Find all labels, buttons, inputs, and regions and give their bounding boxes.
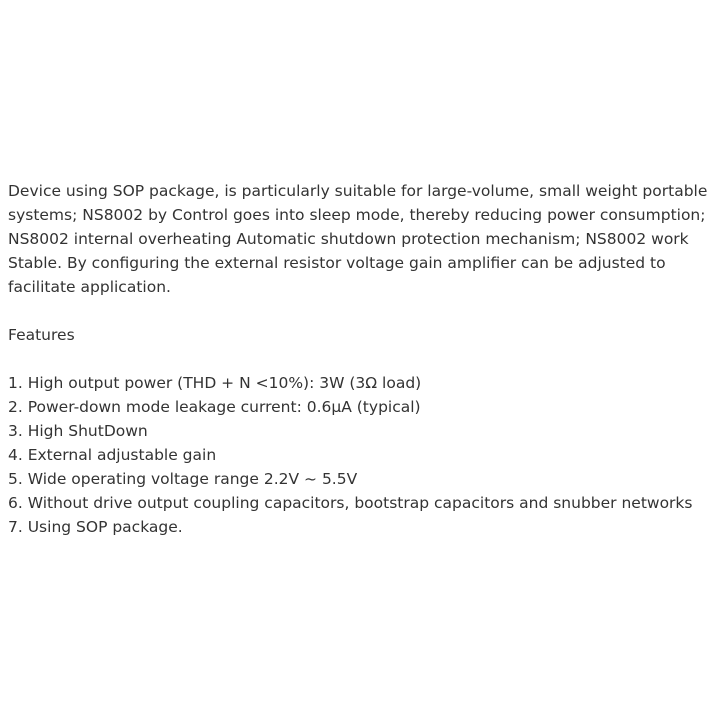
feature-item: 6. Without drive output coupling capacitors, bootstrap capacitors and snubber networks [8,494,693,512]
feature-item: 2. Power-down mode leakage current: 0.6μA (typical) [8,398,421,416]
feature-list [8,371,718,539]
features-heading: Features [8,326,75,344]
heading-spacer [8,347,718,371]
product-description [8,179,718,539]
paragraph-spacer [8,299,718,323]
feature-item: 7. Using SOP package. [8,518,183,536]
feature-item: 1. High output power (THD + N <10%): 3W (3Ω load) [8,374,422,392]
description-paragraph: Device using SOP package, is particularly suitable for large-volume, small weight portable systems; NS8002 by Control goes into sleep mode, thereby reducing power consumption; NS8002 internal overheating Automatic shutdown protection mechanism; NS8002 work Stable. By configuring the external resistor voltage gain amplifier can be adjusted to facilitate application. [8,182,708,296]
feature-item: 4. External adjustable gain [8,446,217,464]
feature-item: 5. Wide operating voltage range 2.2V ~ 5.5V [8,470,358,488]
feature-item: 3. High ShutDown [8,422,148,440]
